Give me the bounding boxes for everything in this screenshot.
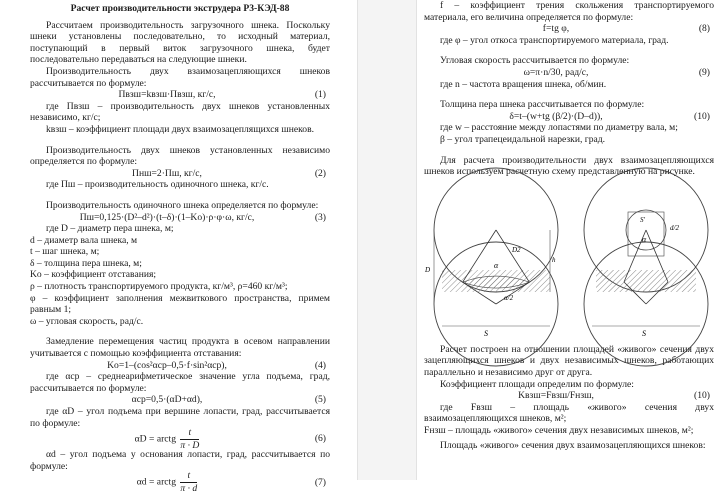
paragraph: где w – расстояние между лопастями по диаметру вала, м; [440, 122, 678, 134]
left-screw-pair [424, 168, 558, 366]
fraction-denominator: π · d [180, 482, 198, 494]
cross-section-hatch [596, 270, 696, 292]
paragraph: Толщина пера шнека рассчитывается по формуле: [440, 99, 645, 111]
screw-diagram [424, 182, 714, 342]
label-s: S [642, 328, 646, 338]
paragraph: Производительность двух шнеков установленных независимо определяется по формуле: [30, 144, 330, 168]
shaft-frame [628, 212, 664, 256]
equation-10 [424, 111, 714, 123]
paragraph: Рассчитаем производительность загрузочного шнека. Поскольку шнеки установлены последовательно, то исходный материал, поступающий в первый виток загрузочного шнека, будет последовательно передаваться на следующие шнеки. [30, 19, 330, 66]
fraction-numerator: t [180, 470, 197, 483]
paragraph: где Пш – производительность одиночного шнека, кг/с. [46, 179, 269, 191]
paragraph: αd – угол подъема у основания лопасти, град, рассчитывается по формуле: [30, 449, 330, 472]
label-s: S [484, 328, 488, 338]
paragraph: φ – коэффициент заполнения межвиткового пространства, примем равным 1; [30, 292, 330, 316]
paragraph: где Fвзш – площадь «живого» сечения двух взаимозацепляющихся шнеков, м²; [424, 401, 714, 425]
equation-3 [30, 212, 330, 224]
label-alpha-half: α/2 [504, 293, 514, 302]
formula-head: αD = arctg [134, 433, 176, 445]
equation-8 [424, 23, 714, 35]
label-h: h [552, 255, 556, 264]
paragraph: Площадь «живого» сечения двух взаимозацепляющихся шнеков: [440, 440, 706, 452]
equation-number: (4) [314, 359, 326, 371]
paragraph: где D – диаметр пера шнека, м; [46, 223, 174, 235]
paragraph: ω – угловая скорость, рад/с. [30, 315, 144, 327]
formula: Kо=1–(cos²αср–0,5·f·sin²αср), [107, 359, 227, 371]
fraction-numerator: t [180, 427, 199, 440]
equation-2 [30, 168, 330, 180]
paragraph: где αD – угол подъема при вершине лопасти, град, рассчитывается по формуле: [30, 406, 330, 429]
paragraph: Расчет построен на отношении площадей «живого» сечения двух зацепляющихся шнеков и двух независимых шнеков, работающих параллельно и независимо друг от друга. [424, 343, 714, 378]
equation-number: (5) [314, 394, 326, 406]
formula [30, 427, 304, 451]
label-s-prime: S' [640, 215, 645, 224]
equation-1 [30, 89, 330, 101]
equation-7 [30, 472, 330, 492]
formula: f=tg φ, [542, 23, 570, 35]
equation-number: (7) [314, 476, 326, 488]
paragraph: ρ – плотность транспортируемого продукта, кг/м³, ρ=460 кг/м³; [30, 281, 288, 293]
label-alpha: α [642, 234, 647, 244]
paragraph: d – диаметр вала шнека, м [30, 234, 138, 246]
equation-number: (1) [314, 89, 326, 101]
page-gutter [357, 0, 417, 480]
right-column [424, 0, 714, 480]
equation-4 [30, 360, 330, 372]
formula: δ=t–(w+tg (β/2)·(D–d)), [509, 110, 603, 122]
equation-5 [30, 394, 330, 406]
label-d: D [425, 265, 431, 274]
page-title: Расчет производительности экструдера Р3-КЭД-88 [70, 3, 290, 14]
cross-section-hatch [442, 270, 550, 292]
equation-6 [30, 429, 330, 449]
formula: Пш=0,125·(D²–d²)·(t–δ)·(1–Kо)·ρ·φ·ω, кг/с, [79, 211, 255, 223]
paragraph: δ – толщина пера шнека, м; [30, 257, 142, 269]
paragraph: Производительность двух взаимозацепляющихся шнеков рассчитывается по формуле: [30, 65, 330, 89]
formula: Kвзш=Fвзш/Fнзш, [518, 390, 594, 402]
formula: Пвзш=kвзш·Пвзш, кг/с, [118, 89, 216, 101]
right-screw-pair [584, 168, 708, 366]
equation-number: (10) [694, 110, 710, 122]
equation-9 [424, 67, 714, 79]
paragraph: где n – частота вращения шнека, об/мин. [440, 78, 607, 90]
paragraph: Для расчета производительности двух взаимозацепляющихся шнеков используем расчетную схему представленную на рисунке. [424, 154, 714, 178]
label-d2: D2 [512, 245, 521, 254]
equation-11 [424, 390, 714, 402]
paragraph: t – шаг шнека, м; [30, 246, 100, 258]
paragraph: Угловая скорость рассчитывается по формуле: [440, 55, 630, 67]
formula [30, 470, 304, 494]
paragraph: где Пвзш – производительность двух шнеков установленных независимо, кг/с; [30, 100, 330, 124]
paragraph: kвзш – коэффициент площади двух взаимозацеплящихся шнеков. [46, 123, 315, 135]
label-shaft-radius: d/2 [670, 223, 679, 232]
paragraph: Замедление перемещения частиц продукта в осевом направлении учитывается с помощью коэффициента отставания: [30, 336, 330, 360]
paragraph: Kо – коэффициент отставания; [30, 269, 157, 281]
paragraph: Коэффициент площади определим по формуле: [440, 378, 634, 390]
formula: ω=π·n/30, рад/с, [523, 66, 589, 78]
paragraph: где αср – среднеарифметическое значение угла подъема, град, рассчитывается по формуле: [30, 371, 330, 394]
equation-number: (3) [314, 211, 326, 223]
equation-number: (10) [694, 390, 710, 402]
fraction [180, 427, 199, 451]
equation-number: (8) [698, 23, 710, 35]
fraction-denominator: π · D [180, 439, 200, 451]
formula: αср=0,5·(αD+αd), [131, 394, 203, 406]
screw-diagram-svg [424, 182, 714, 342]
formula: Пнш=2·Пш, кг/с, [132, 167, 202, 179]
paragraph: Производительность одиночного шнека определяется по формуле: [46, 199, 319, 211]
label-alpha: α [494, 260, 499, 270]
paragraph: β – угол трапецеидальной нарезки, град. [440, 133, 606, 145]
fraction [180, 470, 197, 494]
equation-number: (6) [314, 433, 326, 445]
equation-number: (9) [698, 66, 710, 78]
equation-number: (2) [314, 167, 326, 179]
formula-head: αd = arctg [136, 476, 176, 488]
paragraph: Fнзш – площадь «живого» сечения двух независимых шнеков, м²; [424, 424, 694, 436]
paragraph: f – коэффициент трения скольжения транспортируемого материала, его величина определяется по формуле: [424, 0, 714, 23]
paragraph: где φ – угол откоса транспортируемого материала, град. [440, 34, 669, 46]
